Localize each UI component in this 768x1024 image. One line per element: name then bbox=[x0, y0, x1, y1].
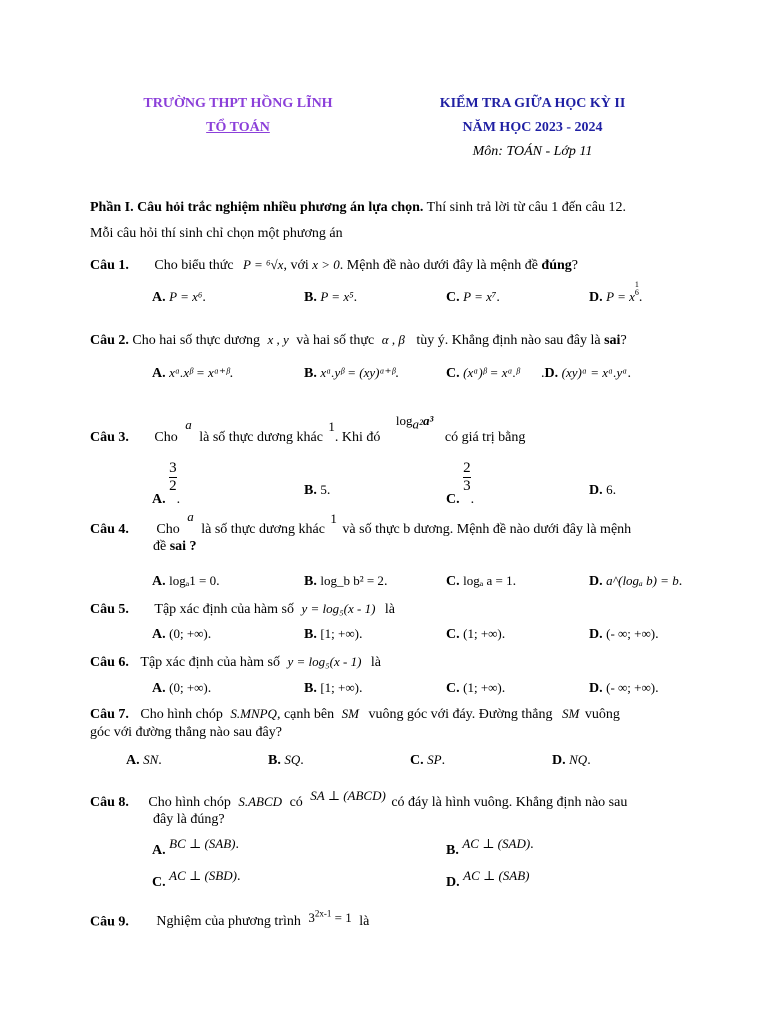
formula: 1 bbox=[328, 419, 335, 434]
option-text: xᵅ.yᵝ = (xy)ᵅ⁺ᵝ bbox=[320, 365, 396, 380]
formula: P = ⁶√x bbox=[243, 257, 284, 272]
q-text: Cho bbox=[154, 430, 178, 445]
subject-line: Môn: TOÁN - Lớp 11 bbox=[472, 144, 593, 159]
option-label: A. bbox=[152, 843, 166, 858]
q4-option-b[interactable]: B. log_b b² = 2. bbox=[304, 573, 388, 589]
q-text: là bbox=[370, 655, 382, 670]
option-label: D. bbox=[552, 753, 566, 768]
formula: 1 bbox=[330, 511, 337, 526]
formula: y = log₅(x - 1) bbox=[287, 654, 362, 669]
q1-option-a[interactable]: A. P = x⁶. bbox=[152, 289, 206, 305]
q-label: Câu 8. bbox=[90, 795, 129, 810]
option-text: (1; +∞) bbox=[463, 626, 502, 641]
option-label: D. bbox=[589, 290, 603, 305]
q-text: vuông góc với đáy. Đường thẳng bbox=[368, 707, 553, 722]
q3-option-d[interactable]: D. 6. bbox=[589, 482, 617, 498]
exp-num: 1 bbox=[634, 280, 639, 289]
option-label: B. bbox=[304, 483, 317, 498]
q-text: . Khi đó bbox=[334, 430, 381, 445]
q-text: có giá trị bằng bbox=[444, 430, 526, 445]
q-text: và hai số thực bbox=[296, 333, 375, 348]
q-text: đề bbox=[153, 539, 167, 554]
option-label: B. bbox=[304, 574, 317, 589]
denominator: 3 bbox=[463, 478, 471, 494]
option-text: (- ∞; +∞) bbox=[606, 626, 656, 641]
option-text: (xy)ᵅ = xᵅ.yᵅ bbox=[561, 365, 628, 380]
q2-option-a[interactable]: A. xᵅ.xᵝ = xᵅ⁺ᵝ. bbox=[152, 365, 234, 381]
q-text: Nghiệm của phương trình bbox=[156, 914, 301, 930]
q6-option-a[interactable]: A. (0; +∞). bbox=[152, 680, 212, 696]
option-text: xᵅ.xᵝ = xᵅ⁺ᵝ bbox=[169, 365, 230, 380]
part1-title: Phần I. Câu hỏi trắc nghiệm nhiều phương án lựa chọn. bbox=[90, 200, 424, 215]
option-text: [1; +∞) bbox=[320, 680, 359, 695]
q2-option-c[interactable] bbox=[446, 365, 520, 382]
option-text: logₐ a = 1 bbox=[463, 573, 513, 588]
q-text: là bbox=[359, 914, 370, 930]
formula: S.ABCD bbox=[238, 794, 283, 809]
q-label: Câu 1. bbox=[90, 258, 129, 273]
log-base: a² bbox=[412, 416, 423, 432]
option-text: a^(logₐ b) = b bbox=[606, 573, 679, 588]
option-label: B. bbox=[304, 681, 317, 696]
question-4 bbox=[90, 509, 632, 538]
equals: = 1 bbox=[331, 910, 352, 926]
log-arg: a³ bbox=[422, 413, 434, 428]
option-text: BC ⊥ (SAB) bbox=[169, 836, 236, 851]
option-label: A. bbox=[152, 574, 166, 589]
q-text: và số thực b dương. Mệnh đề nào dưới đây là mệnh bbox=[342, 522, 632, 537]
q-text: Cho hình chóp bbox=[148, 795, 231, 810]
q7-option-c[interactable]: C. SP. bbox=[410, 752, 446, 768]
part1-instructions bbox=[90, 200, 626, 216]
q-label: Câu 6. bbox=[90, 655, 129, 670]
q7-option-b[interactable]: B. SQ. bbox=[268, 752, 304, 768]
option-label: C. bbox=[410, 753, 424, 768]
q6-option-b[interactable]: B. [1; +∞). bbox=[304, 680, 363, 696]
q-text: là số thực dương khác bbox=[199, 430, 323, 445]
q1-option-b[interactable]: B. P = x⁵. bbox=[304, 289, 358, 305]
option-label: C. bbox=[446, 627, 460, 642]
q7-option-d[interactable]: D. NQ. bbox=[552, 752, 591, 768]
formula: S.MNPQ bbox=[230, 706, 277, 721]
q-label: Câu 2. bbox=[90, 333, 129, 348]
option-text: (xᵅ)ᵝ = xᵅ.ᵝ bbox=[463, 365, 520, 380]
question-3 bbox=[90, 413, 526, 449]
q-text: vuông bbox=[584, 707, 620, 722]
school-name: TRƯỜNG THPT HỒNG LĨNH bbox=[143, 96, 333, 111]
option-text: SN bbox=[143, 752, 159, 767]
option-text: logₐ1 = 0 bbox=[169, 573, 217, 588]
q3-option-a[interactable]: A. $\frac{3}{2}$ . bbox=[152, 460, 181, 507]
option-label: D. bbox=[589, 483, 603, 498]
q-text: . Mệnh đề nào dưới đây là mệnh đề bbox=[339, 258, 538, 273]
question-1 bbox=[90, 257, 578, 274]
question-7-line2: góc với đường thẳng nào sau đây? bbox=[90, 725, 282, 740]
q3-option-b[interactable]: B. 5. bbox=[304, 482, 331, 498]
fraction bbox=[463, 460, 471, 495]
option-label: A. bbox=[152, 290, 166, 305]
q-text: là số thực dương khác bbox=[201, 522, 325, 537]
question-5 bbox=[90, 601, 395, 618]
q-text: có bbox=[289, 795, 303, 810]
option-label: A. bbox=[152, 627, 166, 642]
option-label: B. bbox=[304, 366, 317, 381]
q-text: ? bbox=[620, 333, 627, 348]
q8-option-c[interactable]: C. AC ⊥ (SBD). bbox=[152, 868, 241, 890]
option-text: log_b b² = 2 bbox=[320, 573, 384, 588]
q6-option-c[interactable]: C. (1; +∞). bbox=[446, 680, 506, 696]
q8-option-a[interactable]: A. BC ⊥ (SAB). bbox=[152, 836, 240, 858]
log: log bbox=[395, 413, 413, 428]
formula: x , y bbox=[267, 332, 289, 347]
q2-option-b[interactable]: B. xᵅ.yᵝ = (xy)ᵅ⁺ᵝ. bbox=[304, 365, 399, 381]
exponent-fraction bbox=[635, 281, 639, 297]
option-label: C. bbox=[446, 290, 460, 305]
q4-option-c[interactable]: C. logₐ a = 1. bbox=[446, 573, 517, 589]
q-text: Tập xác định của hàm số bbox=[154, 602, 294, 617]
option-label: D. bbox=[589, 574, 603, 589]
q-label: Câu 5. bbox=[90, 602, 129, 617]
exam-title: KIỂM TRA GIỮA HỌC KỲ II bbox=[439, 96, 626, 111]
option-label: A. bbox=[152, 491, 166, 507]
option-label: A. bbox=[152, 681, 166, 696]
option-text: SQ bbox=[284, 752, 301, 767]
part1-instr: Thí sinh trả lời từ câu 1 đến câu 12. bbox=[423, 200, 626, 215]
q-text: tùy ý. Khẳng định nào sau đây là bbox=[416, 333, 601, 348]
question-7 bbox=[90, 706, 620, 723]
q-text: Tập xác định của hàm số bbox=[140, 655, 280, 670]
option-text: 6 bbox=[606, 482, 613, 497]
question-9 bbox=[90, 909, 370, 930]
option-label: C. bbox=[446, 366, 460, 381]
formula: α , β bbox=[381, 332, 405, 347]
q-text: có đáy là hình vuông. Khẳng định nào sau bbox=[391, 795, 628, 810]
q-label: Câu 9. bbox=[90, 914, 129, 930]
numerator: 3 bbox=[169, 460, 177, 476]
option-label: C. bbox=[446, 491, 460, 507]
q8-option-d[interactable] bbox=[446, 868, 530, 890]
q5-option-c[interactable]: C. (1; +∞). bbox=[446, 626, 506, 642]
option-text: P = x⁶ bbox=[169, 289, 203, 304]
q4-option-a[interactable]: A. logₐ1 = 0. bbox=[152, 573, 220, 589]
school-year: NĂM HỌC 2023 - 2024 bbox=[462, 120, 603, 135]
emphasis: đúng bbox=[541, 258, 572, 273]
question-6 bbox=[90, 654, 381, 671]
formula: a bbox=[185, 417, 192, 432]
formula: SM bbox=[341, 706, 359, 721]
option-text: (- ∞; +∞) bbox=[606, 680, 656, 695]
exponent: 2x-1 bbox=[314, 909, 332, 919]
question-4-line2 bbox=[153, 539, 197, 555]
q-text: Cho biểu thức bbox=[154, 258, 234, 273]
option-label: A. bbox=[152, 366, 166, 381]
option-text: [1; +∞) bbox=[320, 626, 359, 641]
part1-instr-line2: Mỗi câu hỏi thí sinh chỉ chọn một phương án bbox=[90, 226, 343, 241]
option-text: AC ⊥ (SBD) bbox=[169, 868, 237, 883]
q-text: Cho bbox=[156, 522, 180, 537]
q-label: Câu 4. bbox=[90, 522, 129, 537]
option-text: AC ⊥ (SAB) bbox=[463, 868, 530, 883]
q5-option-d[interactable]: D. (- ∞; +∞). bbox=[589, 626, 659, 642]
option-label: B. bbox=[304, 290, 317, 305]
option-label: B. bbox=[304, 627, 317, 642]
option-label: C. bbox=[446, 574, 460, 589]
option-text: NQ bbox=[569, 752, 588, 767]
q-text: ? bbox=[571, 258, 578, 273]
q-text: , cạnh bên bbox=[276, 707, 335, 722]
q4-option-d[interactable]: D. a^(logₐ b) = b. bbox=[589, 573, 683, 589]
formula: y = log₅(x - 1) bbox=[301, 601, 376, 616]
q-text: Cho hai số thực dương bbox=[132, 333, 260, 348]
q5-option-a[interactable]: A. (0; +∞). bbox=[152, 626, 212, 642]
option-text: P = x⁷ bbox=[463, 289, 497, 304]
option-label: C. bbox=[152, 875, 166, 890]
option-text: P = x bbox=[606, 289, 635, 304]
numerator: 2 bbox=[463, 460, 471, 476]
department: TỔ TOÁN bbox=[206, 120, 270, 135]
q-text: , với bbox=[283, 258, 309, 273]
option-text: (1; +∞) bbox=[463, 680, 502, 695]
emphasis: sai bbox=[604, 333, 621, 348]
emphasis: sai ? bbox=[169, 539, 197, 554]
option-text: 5 bbox=[320, 482, 327, 497]
formula: SA ⊥ (ABCD) bbox=[310, 788, 386, 803]
q2-option-d[interactable]: .D. (xy)ᵅ = xᵅ.yᵅ. bbox=[541, 365, 631, 381]
formula bbox=[308, 910, 351, 925]
option-text: P = x⁵ bbox=[320, 289, 354, 304]
q-label: Câu 3. bbox=[90, 430, 129, 445]
q5-option-b[interactable]: B. [1; +∞). bbox=[304, 626, 363, 642]
option-label: D. bbox=[446, 875, 460, 890]
question-8-line2: đây là đúng? bbox=[153, 812, 225, 827]
q6-option-d[interactable]: D. (- ∞; +∞). bbox=[589, 680, 659, 696]
formula: a bbox=[187, 509, 194, 524]
option-label: D. bbox=[589, 627, 603, 642]
question-8 bbox=[90, 788, 628, 811]
option-label: B. bbox=[446, 843, 459, 858]
option-label: B. bbox=[268, 753, 281, 768]
base: 3 bbox=[308, 910, 315, 926]
q7-option-a[interactable]: A. SN. bbox=[126, 752, 162, 768]
option-label: D. bbox=[589, 681, 603, 696]
denominator: 2 bbox=[169, 478, 177, 494]
log-formula bbox=[395, 413, 434, 432]
fraction bbox=[169, 460, 177, 495]
q-label: Câu 7. bbox=[90, 707, 129, 722]
q3-option-c[interactable]: C. $\frac{2}{3}$ . bbox=[446, 460, 475, 507]
q-text: Cho hình chóp bbox=[140, 707, 223, 722]
q1-option-d[interactable]: D. P = x1 6. bbox=[589, 280, 643, 305]
exp-den: 6 bbox=[634, 288, 639, 297]
q-text: là bbox=[384, 602, 396, 617]
formula: x > 0 bbox=[312, 257, 340, 272]
option-label: A. bbox=[126, 753, 140, 768]
formula: SM bbox=[561, 706, 580, 721]
option-text: AC ⊥ (SAD) bbox=[462, 836, 531, 851]
option-label: D. bbox=[544, 366, 559, 381]
option-text: SP bbox=[427, 752, 442, 767]
q1-option-c[interactable]: C. P = x⁷. bbox=[446, 289, 500, 305]
question-2 bbox=[90, 332, 627, 349]
option-text: (0; +∞) bbox=[169, 680, 208, 695]
option-text: (0; +∞) bbox=[169, 626, 208, 641]
q8-option-b[interactable]: B. AC ⊥ (SAD). bbox=[446, 836, 534, 858]
option-label: C. bbox=[446, 681, 460, 696]
